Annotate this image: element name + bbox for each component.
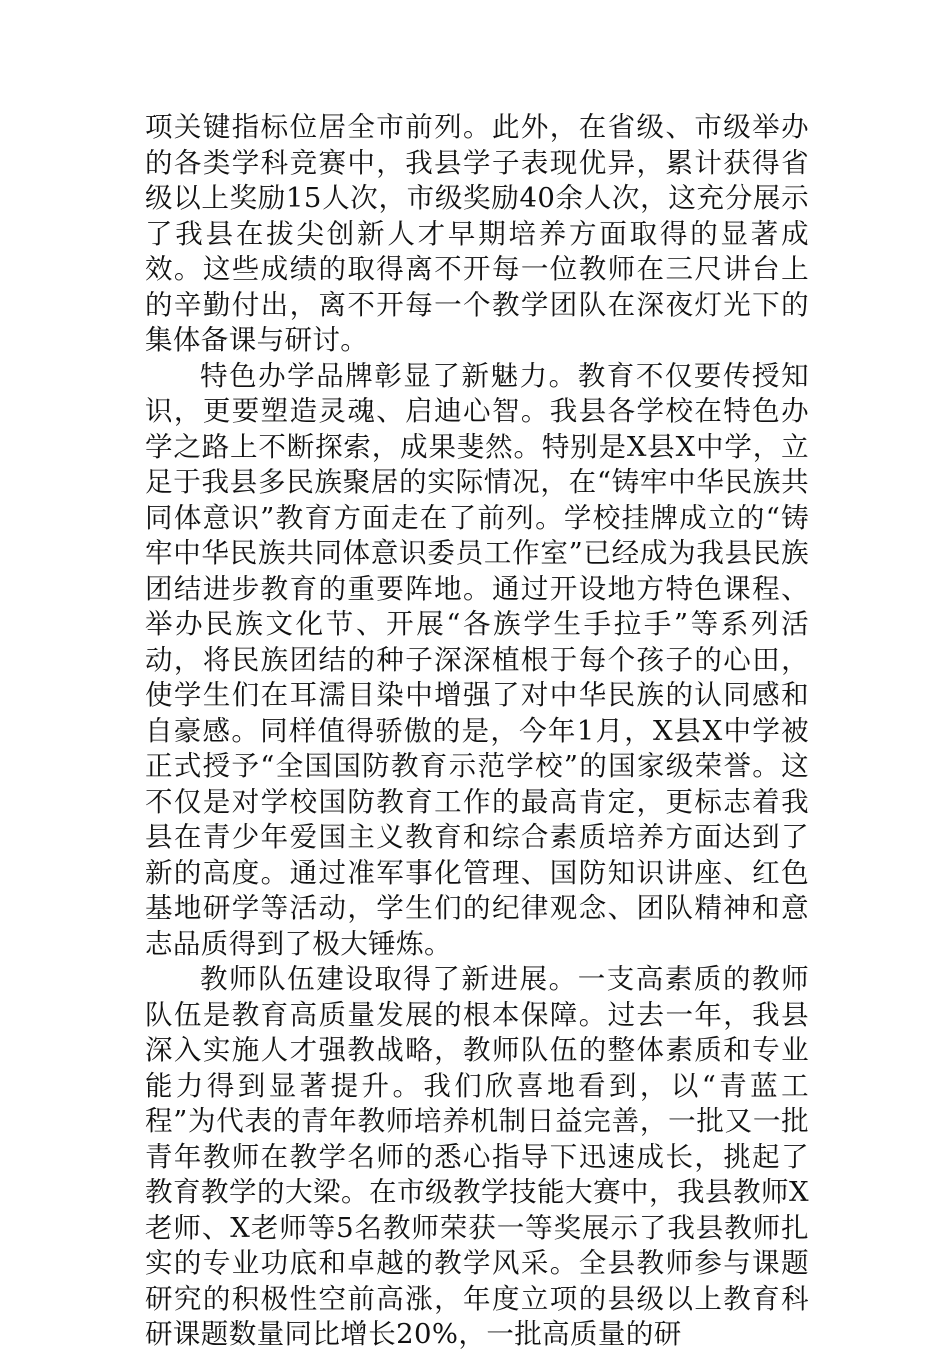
paragraph-teacher-team: 教师队伍建设取得了新进展。一支高素质的教师队伍是教育高质量发展的根本保障。过去一年，我县深入实施人才强教战略，教师队伍的整体素质和专业能力得到显著提升。我们欣喜地看到，以“青蓝工程”为代表的青年教师培养机制日益完善，一批又一批青年教师在教学名师的悉心指导下迅速成长，挑起了教育教学的大梁。在市级教学技能大赛中，我县教师X老师、X老师等5名教师荣获一等奖展示了我县教师扎实的专业功底和卓越的教学风采。全县教师参与课题研究的积极性空前高涨，年度立项的县级以上教育科研课题数量同比增长20%，一批高质量的研 [145, 963, 809, 1350]
paragraph-continuation: 项关键指标位居全市前列。此外，在省级、市级举办的各类学科竞赛中，我县学子表现优异，累计获得省级以上奖励15人次，市级奖励40余人次，这充分展示了我县在拔尖创新人才早期培养方面取得的显著成效。这些成绩的取得离不开每一位教师在三尺讲台上的辛勤付出，离不开每一个教学团队在深夜灯光下的集体备课与研讨。 [145, 111, 809, 356]
document-page [145, 110, 809, 1353]
paragraph-school-brand: 特色办学品牌彰显了新魅力。教育不仅要传授知识，更要塑造灵魂、启迪心智。我县各学校在特色办学之路上不断探索，成果斐然。特别是X县X中学，立足于我县多民族聚居的实际情况，在“铸牢中华民族共同体意识”教育方面走在了前列。学校挂牌成立的“铸牢中华民族共同体意识委员工作室”已经成为我县民族团结进步教育的重要阵地。通过开设地方特色课程、举办民族文化节、开展“各族学生手拉手”等系列活动，将民族团结的种子深深植根于每个孩子的心田，使学生们在耳濡目染中增强了对中华民族的认同感和自豪感。同样值得骄傲的是，今年1月，X县X中学被正式授予“全国国防教育示范学校”的国家级荣誉。这不仅是对学校国防教育工作的最高肯定，更标志着我县在青少年爱国主义教育和综合素质培养方面达到了新的高度。通过准军事化管理、国防知识讲座、红色基地研学等活动，学生们的纪律观念、团队精神和意志品质得到了极大锤炼。 [145, 359, 809, 960]
